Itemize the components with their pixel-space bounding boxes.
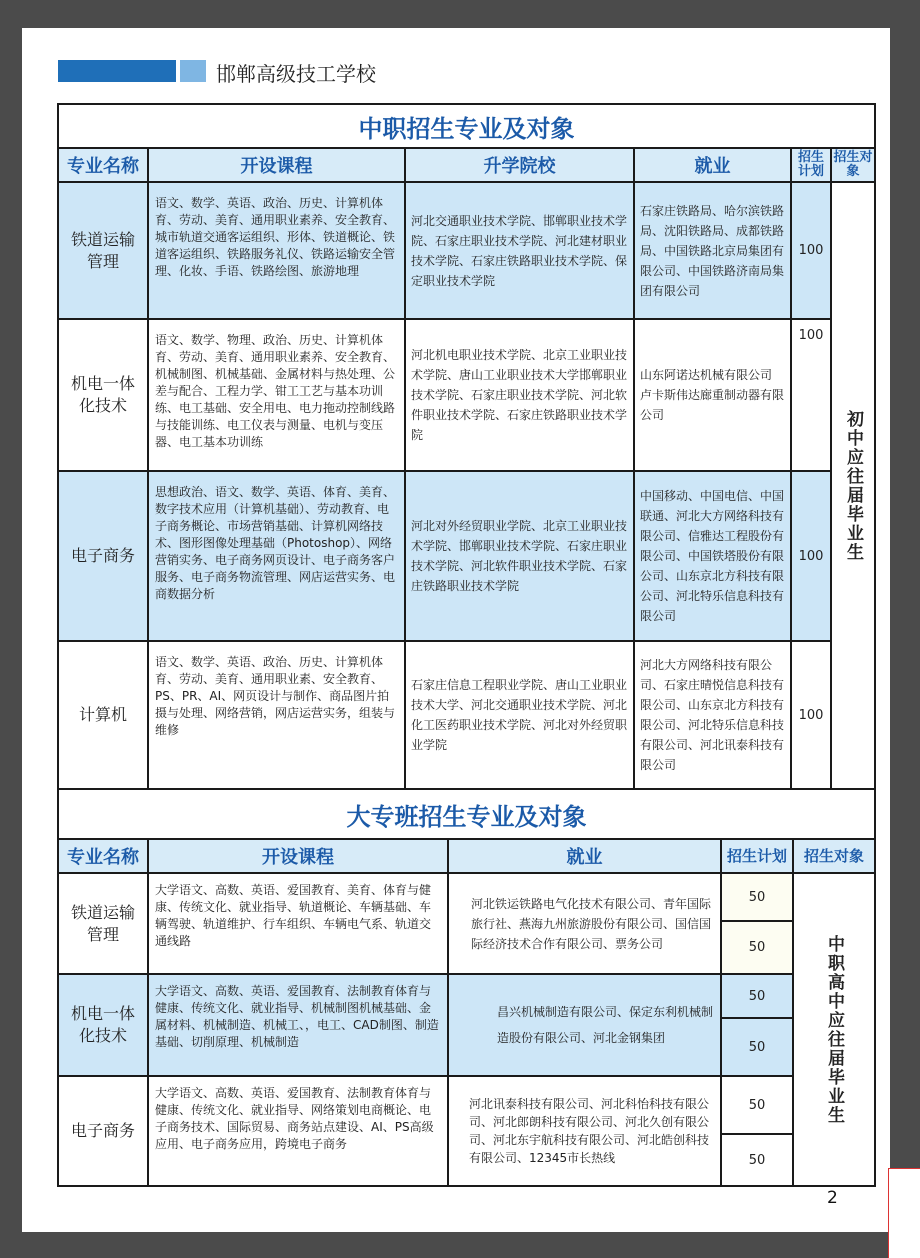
plan: 100 — [791, 471, 831, 641]
courses: 大学语文、高数、英语、爱国教育、法制教育体育与健康、传统文化、就业指导、机械制图机械基础、金属材料、机械制造、机械工、，电工、CAD制图、制造基础、切削原理、机械制造 — [148, 974, 448, 1076]
courses: 大学语文、高数、英语、爱国教育、美育、体育与健康、传统文化、就业指导、轨道概论、车辆基础、车辆驾驶、轨道维护、行车组织、车辆电气系、轨道交通线路 — [148, 873, 448, 974]
major-name: 铁道运输管理 — [58, 182, 148, 319]
col-header: 招生计划 — [721, 839, 793, 873]
major-name: 电子商务 — [58, 471, 148, 641]
table-row — [58, 1076, 875, 1134]
major-name: 计算机 — [58, 641, 148, 789]
plan: 100 — [791, 641, 831, 789]
table-row — [58, 873, 875, 921]
plan: 50 — [721, 1134, 793, 1186]
plan: 100 — [791, 182, 831, 319]
table-row — [58, 641, 875, 789]
schools: 河北机电职业技术学院、北京工业职业技术学院、唐山工业职业技术大学邯郸职业技术学院、石家庄职业技术学院、河北软件职业技术学院、石家庄铁路职业技术学院 — [405, 319, 634, 471]
table-title: 大专班招生专业及对象 — [58, 789, 875, 839]
jobs: 河北讯泰科技有限公司、河北科怡科技有限公司、河北郎朗科技有限公司、河北久创有限公司、河北东宇航科技有限公司、河北皓创科技有限公司、12345市长热线 — [448, 1076, 721, 1186]
jobs: 河北铁运铁路电气化技术有限公司、青年国际旅行社、燕海九州旅游股份有限公司、国信国际经济技术合作有限公司、票务公司 — [448, 873, 721, 974]
major-name: 机电一体化技术 — [58, 319, 148, 471]
col-header: 专业名称 — [58, 148, 148, 182]
courses: 思想政治、语文、数学、英语、体育、美育、数字技术应用（计算机基础）、劳动教育、电子商务概论、市场营销基础、计算机网络技术、图形图像处理基础（Photoshop）、网络营销实务、电子商务网页设计、电子商务客户服务、电子商务物流管理、网店运营实务、电商数据分析 — [148, 471, 405, 641]
secondary-enrollment-table — [57, 103, 876, 790]
target-group: 中职高中应往届毕业生 — [793, 873, 875, 1186]
plan: 50 — [721, 1076, 793, 1134]
col-header: 开设课程 — [148, 148, 405, 182]
schools: 河北对外经贸职业学院、北京工业职业技术学院、邯郸职业技术学院、石家庄职业技术学院、河北软件职业技术学院、石家庄铁路职业技术学院 — [405, 471, 634, 641]
plan: 50 — [721, 921, 793, 974]
schools: 石家庄信息工程职业学院、唐山工业职业技术大学、河北交通职业技术学院、河北化工医药职业技术学院、河北对外经贸职业学院 — [405, 641, 634, 789]
table-row — [58, 974, 875, 1018]
jobs: 山东阿诺达机械有限公司 卢卡斯伟达廊重制动器有限公司 — [634, 319, 791, 471]
courses: 语文、数学、英语、政治、历史、计算机体育、劳动、美育、通用职业素、安全教育、PS、PR、AI、网页设计与制作、商品图片拍摄与处理、网络营销，网店运营实务，组装与维修 — [148, 641, 405, 789]
col-header: 专业名称 — [58, 839, 148, 873]
col-header: 招生对象 — [793, 839, 875, 873]
document-page — [22, 28, 890, 1232]
jobs: 中国移动、中国电信、中国联通、河北大方网络科技有限公司、信雅达工程股份有限公司、中国铁塔股份有限公司、山东京北方科技有限公司、河北特乐信息科技有限公司 — [634, 471, 791, 641]
table-row — [58, 319, 875, 471]
col-header: 招生对象 — [831, 148, 875, 182]
header-bar-light — [180, 60, 206, 82]
table-row — [58, 182, 875, 319]
table-row — [58, 471, 875, 641]
col-header: 就业 — [448, 839, 721, 873]
major-name: 电子商务 — [58, 1076, 148, 1186]
jobs: 昌兴机械制造有限公司、保定东利机械制造股份有限公司、河北金钢集团 — [448, 974, 721, 1076]
plan: 50 — [721, 974, 793, 1018]
college-enrollment-table — [57, 788, 876, 1187]
courses: 语文、数学、物理、政治、历史、计算机体育、劳动、美育、通用职业素养、安全教育、机械制图、机械基础、金属材料与热处理、公差与配合、工程力学、钳工工艺与基本功训练、电工基础、安全用电、电力拖动控制线路与技能训练、电工仪表与测量、电机与变压器、电工基本功训练 — [148, 319, 405, 471]
col-header: 就业 — [634, 148, 791, 182]
col-header: 开设课程 — [148, 839, 448, 873]
courses: 语文、数学、英语、政治、历史、计算机体育、劳动、美育、通用职业素养、安全教育、城市轨道交通客运组织、形体、铁道概论、铁道客运组织、铁路服务礼仪、铁路运输安全管理、化妆、手语、铁路绘图、旅游地理 — [148, 182, 405, 319]
col-header: 升学院校 — [405, 148, 634, 182]
page-number: 2 — [827, 1188, 838, 1208]
header-bar-dark — [58, 60, 176, 82]
plan: 100 — [791, 319, 831, 471]
schools: 河北交通职业技术学院、邯郸职业技术学院、石家庄职业技术学院、河北建材职业技术学院、石家庄铁路职业技术学院、保定职业技术学院 — [405, 182, 634, 319]
major-name: 铁道运输管理 — [58, 873, 148, 974]
jobs: 河北大方网络科技有限公司、石家庄晴悦信息科技有限公司、山东京北方科技有限公司、河北特乐信息科技有限公司、河北讯泰科技有限公司 — [634, 641, 791, 789]
jobs: 石家庄铁路局、哈尔滨铁路局、沈阳铁路局、成都铁路局、中国铁路北京局集团有限公司、中国铁路济南局集团有限公司 — [634, 182, 791, 319]
target-group: 初中应往届毕业生 — [831, 182, 875, 789]
plan: 50 — [721, 1018, 793, 1076]
table-title: 中职招生专业及对象 — [58, 104, 875, 148]
school-name: 邯郸高级技工学校 — [216, 62, 376, 86]
crop-mark — [888, 1168, 920, 1258]
major-name: 机电一体化技术 — [58, 974, 148, 1076]
col-header: 招生计划 — [791, 148, 831, 182]
courses: 大学语文、高数、英语、爱国教育、法制教育体育与健康、传统文化、就业指导、网络策划电商概论、电子商务技术、国际贸易、商务站点建设、AI、PS高级应用、电子商务应用，跨境电子商务 — [148, 1076, 448, 1186]
plan: 50 — [721, 873, 793, 921]
